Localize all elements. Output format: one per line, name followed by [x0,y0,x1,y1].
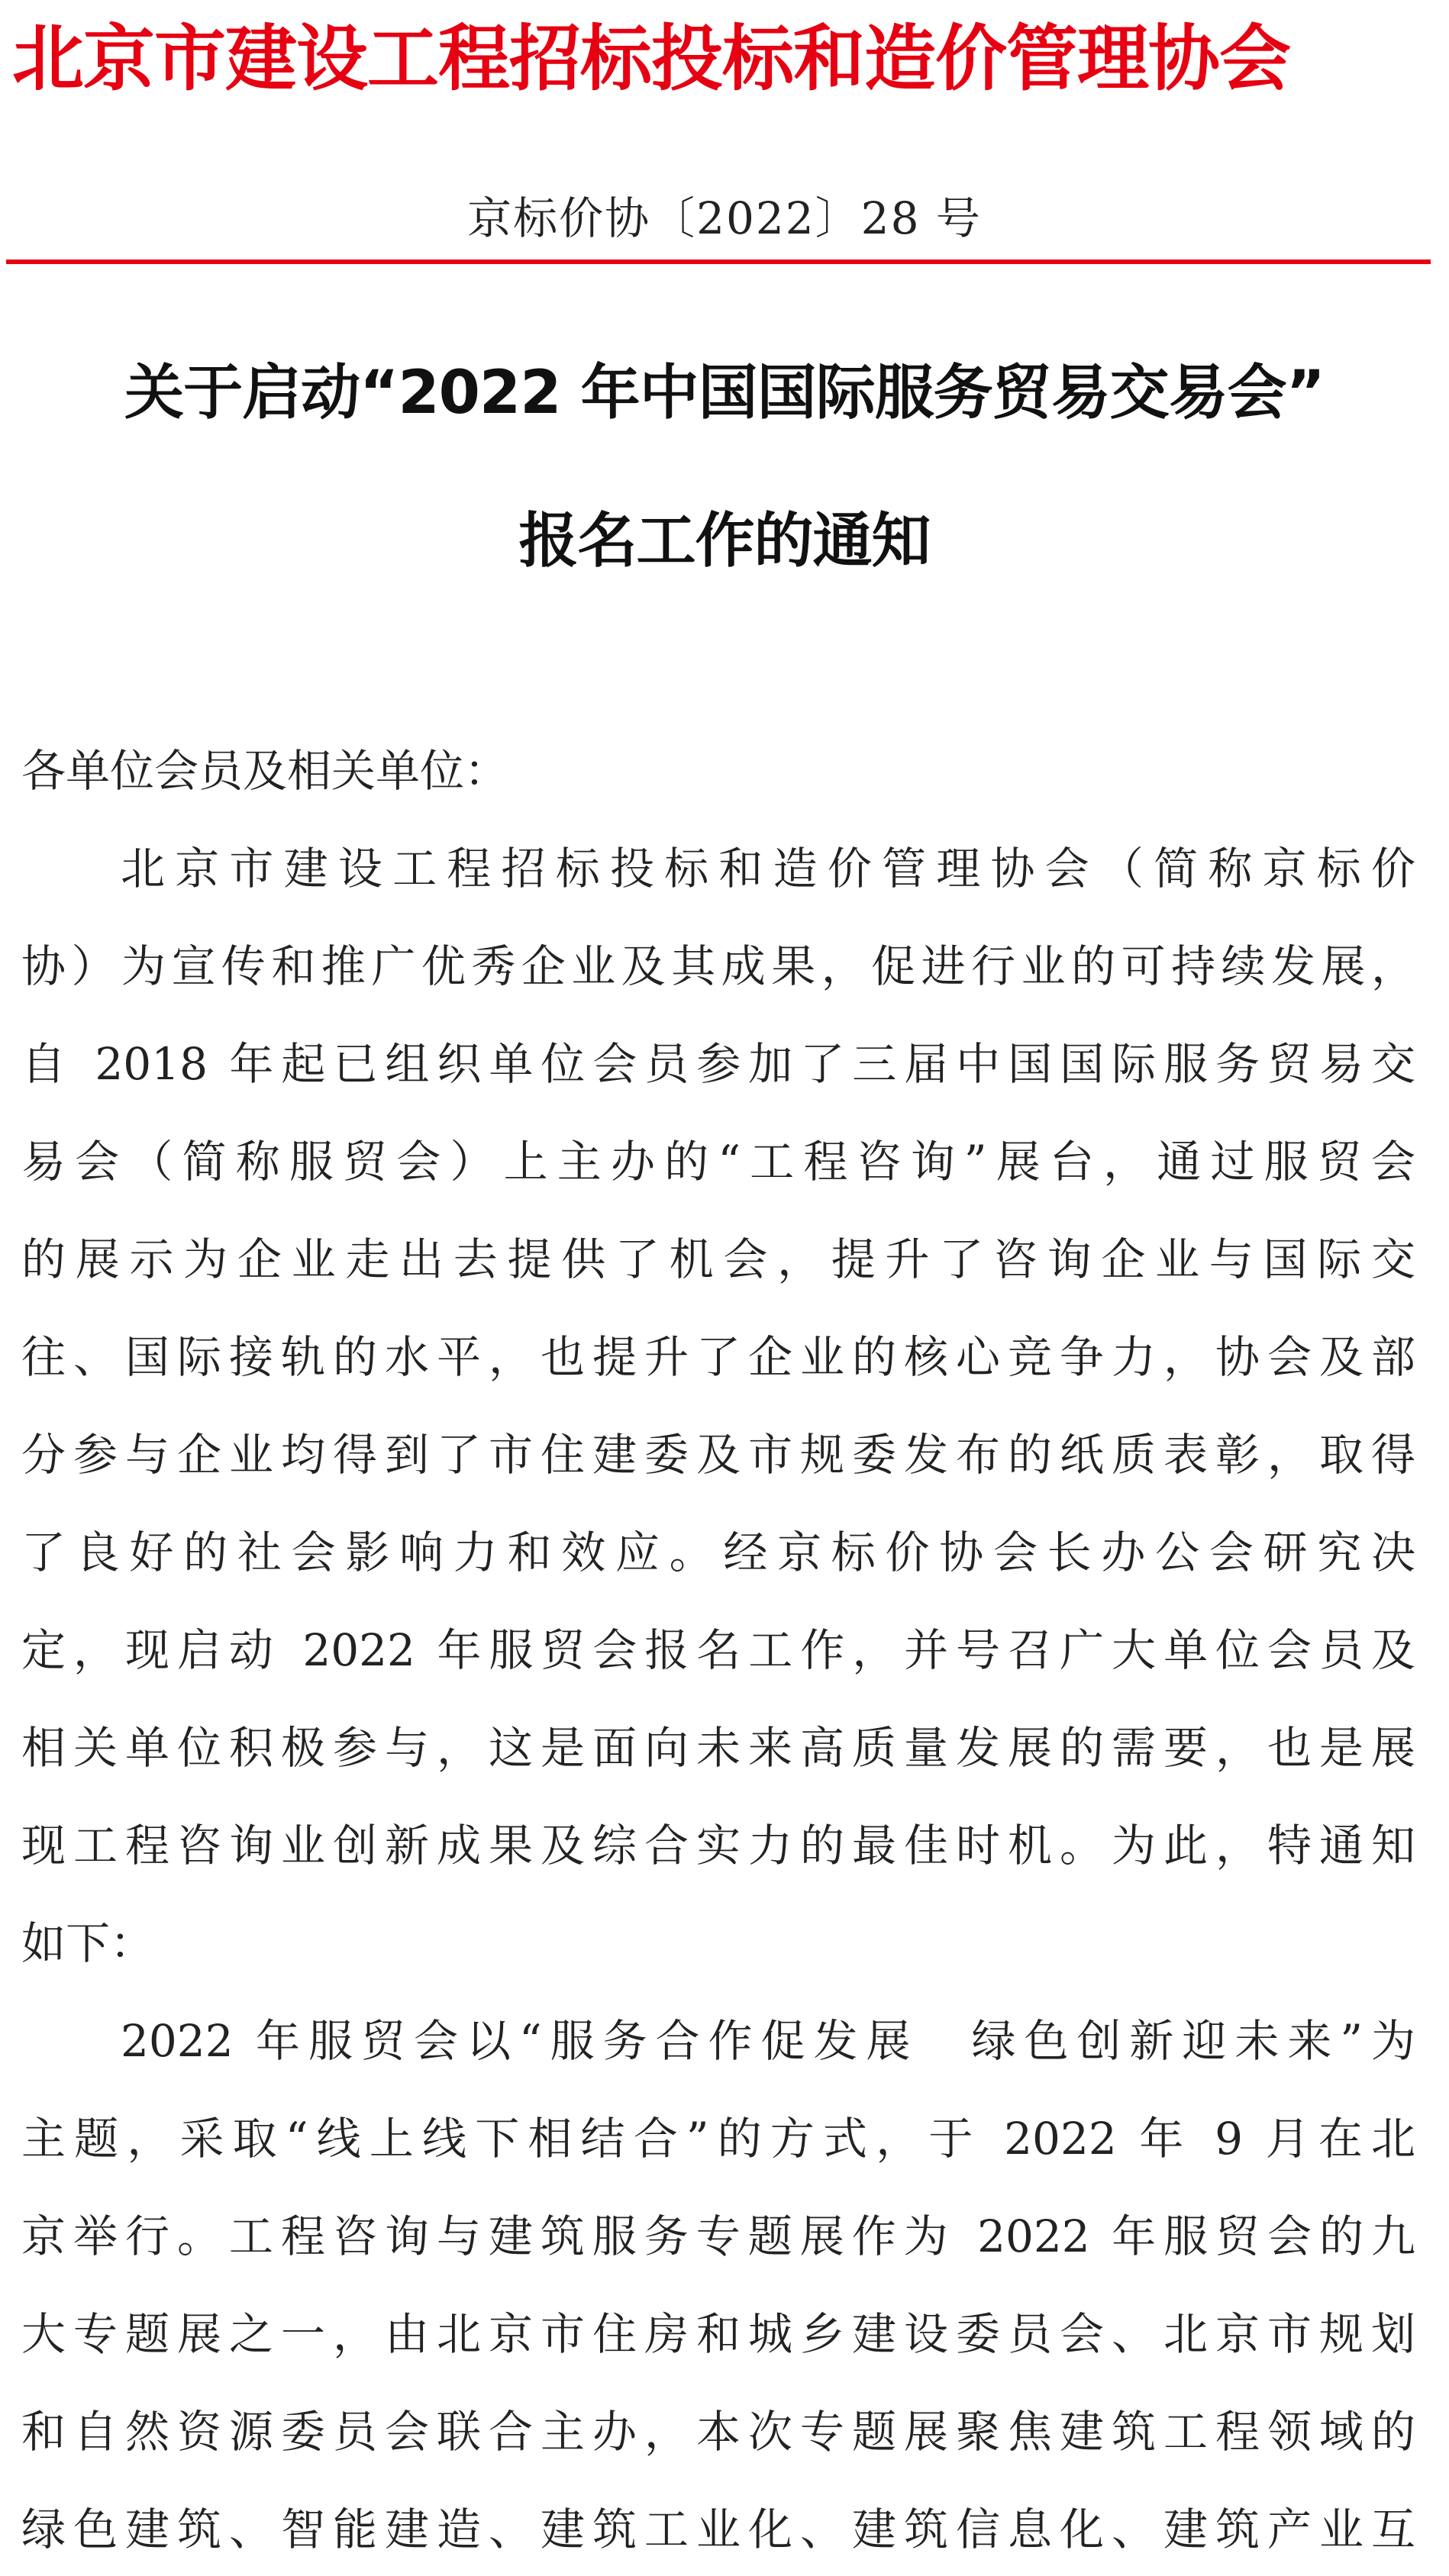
paragraph-line: 如下： [21,1917,155,1969]
paragraph-line: 相关单位积极参与，这是面向未来高质量发展的需要，也是展 [21,1722,1415,1774]
paragraph-line: 协）为宣传和推广优秀企业及其成果，促进行业的可持续发展， [21,940,1415,992]
organization-header: 北京市建设工程招标投标和造价管理协会 [12,18,1291,101]
paragraph-line: 易会（简称服贸会）上主办的“工程咨询”展台，通过服贸会 [21,1136,1415,1188]
paragraph-line: 的展示为企业走出去提供了机会，提升了咨询企业与国际交 [21,1233,1415,1285]
paragraph-line: 往、国际接轨的水平，也提升了企业的核心竞争力，协会及部 [21,1331,1415,1383]
salutation: 各单位会员及相关单位： [21,745,509,797]
paragraph-line: 2022 年服贸会以“服务合作促发展 绿色创新迎未来”为 [121,2015,1415,2067]
notice-title-line-2: 报名工作的通知 [518,507,931,575]
notice-title-line-1: 关于启动“2022 年中国国际服务贸易交易会” [124,359,1325,427]
document-number: 京标价协〔2022〕28 号 [467,192,982,244]
paragraph-line: 自 2018 年起已组织单位会员参加了三届中国国际服务贸易交 [21,1038,1415,1090]
paragraph-line: 主题，采取“线上线下相结合”的方式，于 2022 年 9 月在北 [21,2113,1415,2165]
red-divider [6,260,1431,264]
paragraph-line: 京举行。工程咨询与建筑服务专题展作为 2022 年服贸会的九 [21,2210,1415,2262]
paragraph-line: 大专题展之一，由北京市住房和城乡建设委员会、北京市规划 [21,2308,1415,2360]
paragraph-line: 了良好的社会影响力和效应。经京标价协会长办公会研究决 [21,1527,1415,1578]
paragraph-line: 和自然资源委员会联合主办，本次专题展聚焦建筑工程领域的 [21,2406,1415,2458]
paragraph-line: 北京市建设工程招标投标和造价管理协会（简称京标价 [121,843,1415,895]
paragraph-line: 定，现启动 2022 年服贸会报名工作，并号召广大单位会员及 [21,1624,1415,1676]
paragraph-line: 分参与企业均得到了市住建委及市规委发布的纸质表彰，取得 [21,1429,1415,1481]
paragraph-line: 绿色建筑、智能建造、建筑工业化、建筑信息化、建筑产业互 [21,2503,1415,2555]
paragraph-line: 现工程咨询业创新成果及综合实力的最佳时机。为此，特通知 [21,1820,1415,1872]
